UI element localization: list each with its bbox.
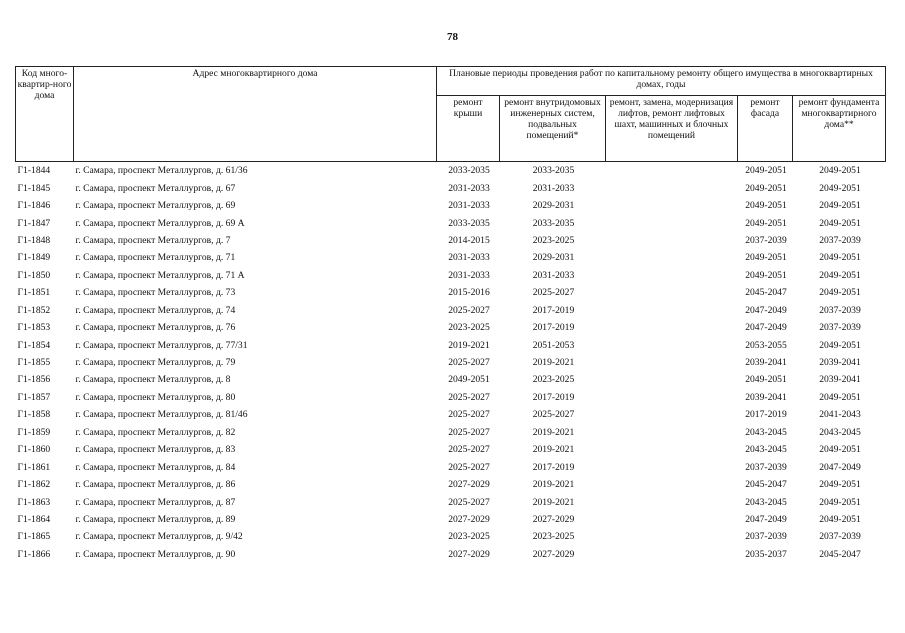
cell-facade: 2047-2049 xyxy=(745,513,787,525)
cell-systems: 2019-2021 xyxy=(532,426,575,438)
cell-code: Г1-1863 xyxy=(17,496,51,508)
cell-address: г. Самара, проспект Металлургов, д. 71 xyxy=(75,252,236,264)
cell-address: г. Самара, проспект Металлургов, д. 87 xyxy=(75,496,236,508)
cell-elevators xyxy=(606,441,738,458)
cell-facade: 2049-2051 xyxy=(745,182,787,194)
cell-elevators xyxy=(606,179,738,196)
cell-roof: 2033-2035 xyxy=(448,165,490,177)
cell-systems: 2033-2035 xyxy=(532,217,575,229)
cell-elevators xyxy=(606,197,738,214)
table-row xyxy=(16,476,886,493)
page-number: 78 xyxy=(447,31,458,43)
cell-address: г. Самара, проспект Металлургов, д. 7 xyxy=(75,234,231,246)
header-roof: ремонт крыши xyxy=(437,96,500,162)
cell-foundation: 2041-2043 xyxy=(819,409,861,421)
cell-facade: 2049-2051 xyxy=(745,252,787,264)
cell-address: г. Самара, проспект Металлургов, д. 89 xyxy=(75,513,236,525)
cell-code: Г1-1858 xyxy=(17,409,51,421)
cell-elevators xyxy=(606,511,738,528)
cell-roof: 2027-2029 xyxy=(448,548,490,560)
cell-address: г. Самара, проспект Металлургов, д. 69 xyxy=(75,200,236,212)
cell-foundation: 2049-2051 xyxy=(819,182,861,194)
cell-foundation: 2037-2039 xyxy=(819,322,861,334)
cell-address: г. Самара, проспект Металлургов, д. 86 xyxy=(75,479,236,491)
cell-address: г. Самара, проспект Металлургов, д. 73 xyxy=(75,287,236,299)
cell-systems: 2029-2031 xyxy=(532,252,575,264)
cell-roof: 2025-2027 xyxy=(448,391,490,403)
cell-address: г. Самара, проспект Металлургов, д. 79 xyxy=(75,357,236,369)
cell-elevators xyxy=(606,302,738,319)
table-row xyxy=(16,528,886,545)
cell-facade: 2049-2051 xyxy=(745,269,787,281)
cell-foundation: 2049-2051 xyxy=(819,479,861,491)
cell-elevators xyxy=(606,214,738,231)
cell-address: г. Самара, проспект Металлургов, д. 90 xyxy=(75,548,236,560)
cell-address: г. Самара, проспект Металлургов, д. 84 xyxy=(75,461,236,473)
cell-facade: 2037-2039 xyxy=(745,531,787,543)
table-row xyxy=(16,441,886,458)
cell-facade: 2049-2051 xyxy=(745,165,787,177)
table-row xyxy=(16,406,886,423)
cell-roof: 2033-2035 xyxy=(448,217,490,229)
cell-foundation: 2037-2039 xyxy=(819,531,861,543)
cell-address: г. Самара, проспект Металлургов, д. 8 xyxy=(75,374,231,386)
cell-elevators xyxy=(606,528,738,545)
cell-roof: 2015-2016 xyxy=(448,287,490,299)
cell-foundation: 2049-2051 xyxy=(819,252,861,264)
table-row xyxy=(16,319,886,336)
header-code: Код много-квартир-ного дома xyxy=(16,67,74,162)
cell-elevators xyxy=(606,476,738,493)
cell-roof: 2023-2025 xyxy=(448,322,490,334)
table-row xyxy=(16,424,886,441)
cell-facade: 2047-2049 xyxy=(745,304,787,316)
cell-elevators xyxy=(606,389,738,406)
table-row xyxy=(16,546,886,563)
cell-systems: 2031-2033 xyxy=(532,269,575,281)
cell-facade: 2037-2039 xyxy=(745,461,787,473)
table-row xyxy=(16,232,886,249)
cell-systems: 2023-2025 xyxy=(532,374,575,386)
cell-foundation: 2049-2051 xyxy=(819,444,861,456)
cell-facade: 2049-2051 xyxy=(745,374,787,386)
table-row xyxy=(16,179,886,196)
cell-systems: 2033-2035 xyxy=(532,165,575,177)
cell-roof: 2049-2051 xyxy=(448,374,490,386)
cell-code: Г1-1846 xyxy=(17,200,51,212)
cell-code: Г1-1857 xyxy=(17,391,51,403)
cell-systems: 2017-2019 xyxy=(532,461,575,473)
cell-roof: 2014-2015 xyxy=(448,234,490,246)
cell-elevators xyxy=(606,267,738,284)
cell-foundation: 2047-2049 xyxy=(819,461,861,473)
cell-roof: 2025-2027 xyxy=(448,409,490,421)
header-elevators: ремонт, замена, модернизация лифтов, ремонт лифтовых шахт, машинных и блочных помещений xyxy=(606,96,738,162)
cell-roof: 2025-2027 xyxy=(448,304,490,316)
table-row xyxy=(16,249,886,266)
cell-code: Г1-1848 xyxy=(17,234,51,246)
cell-address: г. Самара, проспект Металлургов, д. 76 xyxy=(75,322,236,334)
table-row xyxy=(16,336,886,353)
cell-facade: 2043-2045 xyxy=(745,496,787,508)
table-row xyxy=(16,197,886,214)
cell-facade: 2035-2037 xyxy=(745,548,787,560)
header-periods: Плановые периоды проведения работ по капитальному ремонту общего имущества в многоквартирных домах, годы xyxy=(437,67,886,96)
cell-facade: 2037-2039 xyxy=(745,234,787,246)
cell-roof: 2025-2027 xyxy=(448,357,490,369)
cell-facade: 2039-2041 xyxy=(745,357,787,369)
cell-address: г. Самара, проспект Металлургов, д. 61/36 xyxy=(75,165,248,177)
cell-address: г. Самара, проспект Металлургов, д. 69 А xyxy=(75,217,245,229)
cell-code: Г1-1853 xyxy=(17,322,51,334)
cell-foundation: 2049-2051 xyxy=(819,391,861,403)
cell-address: г. Самара, проспект Металлургов, д. 82 xyxy=(75,426,236,438)
cell-systems: 2031-2033 xyxy=(532,182,575,194)
cell-address: г. Самара, проспект Металлургов, д. 71 А xyxy=(75,269,245,281)
cell-roof: 2027-2029 xyxy=(448,479,490,491)
cell-roof: 2025-2027 xyxy=(448,426,490,438)
cell-systems: 2027-2029 xyxy=(532,513,575,525)
table-header xyxy=(16,67,886,162)
cell-systems: 2019-2021 xyxy=(532,479,575,491)
header-foundation: ремонт фундамента многоквартирного дома** xyxy=(793,96,886,162)
cell-roof: 2025-2027 xyxy=(448,461,490,473)
cell-systems: 2019-2021 xyxy=(532,444,575,456)
cell-elevators xyxy=(606,371,738,388)
cell-systems: 2051-2053 xyxy=(532,339,575,351)
cell-code: Г1-1851 xyxy=(17,287,51,299)
header-systems: ремонт внутридомовых инженерных систем, подвальных помещений* xyxy=(500,96,606,162)
cell-code: Г1-1854 xyxy=(17,339,51,351)
cell-foundation: 2039-2041 xyxy=(819,357,861,369)
cell-elevators xyxy=(606,284,738,301)
cell-elevators xyxy=(606,493,738,510)
table-row xyxy=(16,371,886,388)
cell-systems: 2029-2031 xyxy=(532,200,575,212)
cell-elevators xyxy=(606,458,738,475)
cell-roof: 2031-2033 xyxy=(448,269,490,281)
cell-roof: 2025-2027 xyxy=(448,444,490,456)
cell-code: Г1-1850 xyxy=(17,269,51,281)
cell-foundation: 2039-2041 xyxy=(819,374,861,386)
table-body xyxy=(16,162,886,564)
cell-address: г. Самара, проспект Металлургов, д. 83 xyxy=(75,444,236,456)
cell-address: г. Самара, проспект Металлургов, д. 67 xyxy=(75,182,236,194)
cell-code: Г1-1859 xyxy=(17,426,51,438)
cell-facade: 2049-2051 xyxy=(745,217,787,229)
cell-code: Г1-1849 xyxy=(17,252,51,264)
cell-code: Г1-1847 xyxy=(17,217,51,229)
cell-elevators xyxy=(606,232,738,249)
cell-systems: 2023-2025 xyxy=(532,234,575,246)
cell-code: Г1-1865 xyxy=(17,531,51,543)
cell-foundation: 2049-2051 xyxy=(819,287,861,299)
cell-address: г. Самара, проспект Металлургов, д. 77/31 xyxy=(75,339,248,351)
cell-facade: 2049-2051 xyxy=(745,200,787,212)
cell-foundation: 2049-2051 xyxy=(819,513,861,525)
cell-elevators xyxy=(606,249,738,266)
header-address: Адрес многоквартирного дома xyxy=(74,67,437,162)
cell-elevators xyxy=(606,424,738,441)
cell-code: Г1-1866 xyxy=(17,548,51,560)
cell-code: Г1-1856 xyxy=(17,374,51,386)
header-facade: ремонт фасада xyxy=(738,96,793,162)
cell-elevators xyxy=(606,319,738,336)
cell-code: Г1-1844 xyxy=(17,165,51,177)
cell-facade: 2053-2055 xyxy=(745,339,787,351)
table-row xyxy=(16,302,886,319)
cell-facade: 2043-2045 xyxy=(745,444,787,456)
cell-code: Г1-1845 xyxy=(17,182,51,194)
cell-systems: 2017-2019 xyxy=(532,304,575,316)
cell-roof: 2027-2029 xyxy=(448,513,490,525)
cell-roof: 2031-2033 xyxy=(448,200,490,212)
cell-address: г. Самара, проспект Металлургов, д. 81/46 xyxy=(75,409,248,421)
cell-foundation: 2049-2051 xyxy=(819,269,861,281)
cell-facade: 2039-2041 xyxy=(745,391,787,403)
cell-systems: 2027-2029 xyxy=(532,548,575,560)
cell-systems: 2023-2025 xyxy=(532,531,575,543)
cell-code: Г1-1852 xyxy=(17,304,51,316)
cell-foundation: 2043-2045 xyxy=(819,426,861,438)
cell-systems: 2025-2027 xyxy=(532,409,575,421)
cell-facade: 2047-2049 xyxy=(745,322,787,334)
cell-code: Г1-1855 xyxy=(17,357,51,369)
cell-address: г. Самара, проспект Металлургов, д. 80 xyxy=(75,391,236,403)
cell-code: Г1-1861 xyxy=(17,461,51,473)
cell-roof: 2023-2025 xyxy=(448,531,490,543)
cell-foundation: 2049-2051 xyxy=(819,165,861,177)
cell-roof: 2031-2033 xyxy=(448,182,490,194)
cell-code: Г1-1860 xyxy=(17,444,51,456)
cell-foundation: 2049-2051 xyxy=(819,339,861,351)
repair-schedule-table xyxy=(15,66,886,563)
table-row xyxy=(16,389,886,406)
cell-address: г. Самара, проспект Металлургов, д. 9/42 xyxy=(75,531,243,543)
cell-code: Г1-1862 xyxy=(17,479,51,491)
cell-foundation: 2037-2039 xyxy=(819,234,861,246)
table-row xyxy=(16,214,886,231)
table-row xyxy=(16,354,886,371)
cell-foundation: 2049-2051 xyxy=(819,496,861,508)
cell-facade: 2045-2047 xyxy=(745,287,787,299)
cell-address: г. Самара, проспект Металлургов, д. 74 xyxy=(75,304,236,316)
cell-roof: 2031-2033 xyxy=(448,252,490,264)
cell-elevators xyxy=(606,406,738,423)
table-row xyxy=(16,511,886,528)
cell-roof: 2019-2021 xyxy=(448,339,490,351)
table-row xyxy=(16,284,886,301)
cell-facade: 2045-2047 xyxy=(745,479,787,491)
cell-foundation: 2049-2051 xyxy=(819,217,861,229)
cell-systems: 2017-2019 xyxy=(532,391,575,403)
cell-systems: 2019-2021 xyxy=(532,496,575,508)
cell-elevators xyxy=(606,546,738,563)
cell-foundation: 2037-2039 xyxy=(819,304,861,316)
cell-roof: 2025-2027 xyxy=(448,496,490,508)
cell-code: Г1-1864 xyxy=(17,513,51,525)
cell-facade: 2043-2045 xyxy=(745,426,787,438)
cell-facade: 2017-2019 xyxy=(745,409,787,421)
cell-elevators xyxy=(606,354,738,371)
cell-systems: 2019-2021 xyxy=(532,357,575,369)
table-row xyxy=(16,267,886,284)
table-row xyxy=(16,493,886,510)
table-row xyxy=(16,458,886,475)
cell-foundation: 2045-2047 xyxy=(819,548,861,560)
cell-foundation: 2049-2051 xyxy=(819,200,861,212)
cell-systems: 2025-2027 xyxy=(532,287,575,299)
cell-elevators xyxy=(606,162,738,180)
cell-systems: 2017-2019 xyxy=(532,322,575,334)
table-row xyxy=(16,162,886,180)
cell-elevators xyxy=(606,336,738,353)
